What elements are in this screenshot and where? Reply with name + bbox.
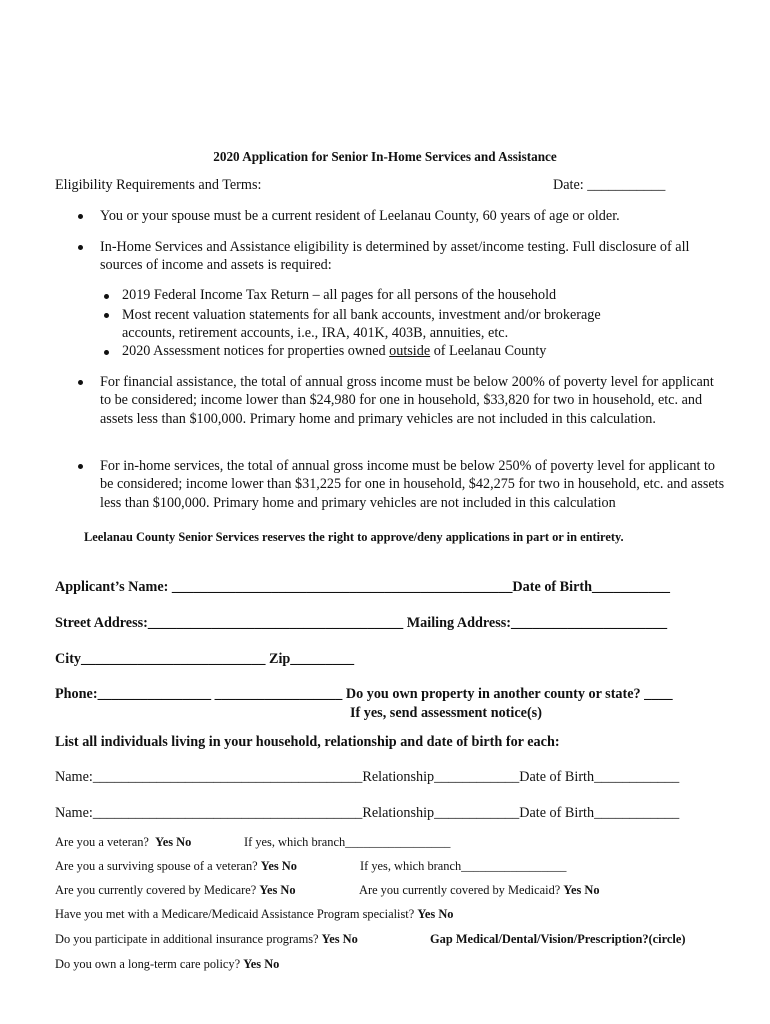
sub-bullet-icon [104,350,109,355]
bullet-in-home-services: For in-home services, the total of annual gross income must be below 250% of poverty level for applicant to be considered; income lower than $31,225 for one in household, $42,275 for two in household, etc. and assets less than $100,000. Primary home and primary vehicles are not included in this calculation [100,458,725,511]
household-row-1[interactable]: Name:______________________________________Relationship____________Date of Birth____________ [55,769,680,785]
applicant-name-field[interactable]: Applicant’s Name: ________________________________________________Date of Birth___________ [55,579,671,595]
sub-bullet-icon [104,294,109,299]
spouse-branch-field[interactable]: If yes, which branch_________________ [360,859,567,873]
medicaid-question [359,883,600,898]
sub-bullet-icon [104,313,109,318]
specialist-label: Have you met with a Medicare/Medicaid Assistance Program specialist? [55,907,415,921]
bullet-eligibility: In-Home Services and Assistance eligibility is determined by asset/income testing. Full disclosure of all sources of income and assets is required: [100,239,690,274]
insurance-yes-no[interactable]: Yes No [321,932,358,946]
insurance-question [55,932,358,947]
spouse-question [55,859,297,874]
street-address-field[interactable]: Street Address:____________________________________ Mailing Address:______________________ [55,615,668,631]
household-row-2[interactable]: Name:______________________________________Relationship____________Date of Birth____________ [55,805,680,821]
longterm-label: Do you own a long-term care policy? [55,957,241,971]
assessment-post: of Leelanau County [430,343,547,359]
bullet-icon [78,380,83,385]
longterm-question [55,957,279,972]
veteran-branch-field[interactable]: If yes, which branch_________________ [244,835,451,849]
assessment-pre: 2020 Assessment notices for properties owned [122,343,390,359]
bullet-residency: You or your spouse must be a current resident of Leelanau County, 60 years of age or older. [100,208,620,224]
eligibility-label: Eligibility Requirements and Terms: [55,177,262,193]
date-field[interactable]: Date: ___________ [553,177,666,193]
medicaid-yes-no[interactable]: Yes No [563,883,600,897]
city-zip-field[interactable]: City__________________________ Zip_________ [55,651,355,667]
veteran-label: Are you a veteran? [55,835,149,849]
bullet-icon [78,214,83,219]
bullet-financial-assistance: For financial assistance, the total of annual gross income must be below 200% of poverty level for applicant to be considered; income lower than $24,980 for one in household, $33,820 for two in household, etc. and assets less than $100,000. Primary home and primary vehicles are not included in this calculation. [100,374,714,427]
sub-bullet-tax-return: 2019 Federal Income Tax Return – all pages for all persons of the household [122,287,557,303]
assessment-outside: outside [389,343,431,359]
veteran-question [55,835,191,850]
insurance-label: Do you participate in additional insurance programs? [55,932,319,946]
phone-field[interactable]: Phone:________________ __________________ Do you own property in another county or state? ____ [55,686,673,702]
reserve-note: Leelanau County Senior Services reserves the right to approve/deny applications in part or in entirety. [84,530,624,544]
sub-bullet-valuation: Most recent valuation statements for all bank accounts, investment and/or brokerage accounts, retirement accounts, i.e., IRA, 401K, 403B, annuities, etc. [122,307,601,342]
medicaid-label: Are you currently covered by Medicaid? [359,883,561,897]
document-title: 2020 Application for Senior In-Home Services and Assistance [213,149,557,164]
longterm-yes-no[interactable]: Yes No [243,957,280,971]
spouse-label: Are you a surviving spouse of a veteran? [55,859,258,873]
spouse-yes-no[interactable]: Yes No [260,859,297,873]
medicare-yes-no[interactable]: Yes No [259,883,296,897]
specialist-yes-no[interactable]: Yes No [417,907,454,921]
veteran-yes-no[interactable]: Yes No [155,835,192,849]
sub-bullet-assessment [122,343,546,360]
specialist-question [55,907,453,922]
phone-subnote: If yes, send assessment notice(s) [350,705,542,721]
bullet-icon [78,245,83,250]
gap-coverage-circle[interactable]: Gap Medical/Dental/Vision/Prescription?(circle) [430,932,686,946]
bullet-icon [78,464,83,469]
medicare-question [55,883,296,898]
household-heading: List all individuals living in your household, relationship and date of birth for each: [55,734,560,750]
medicare-label: Are you currently covered by Medicare? [55,883,257,897]
